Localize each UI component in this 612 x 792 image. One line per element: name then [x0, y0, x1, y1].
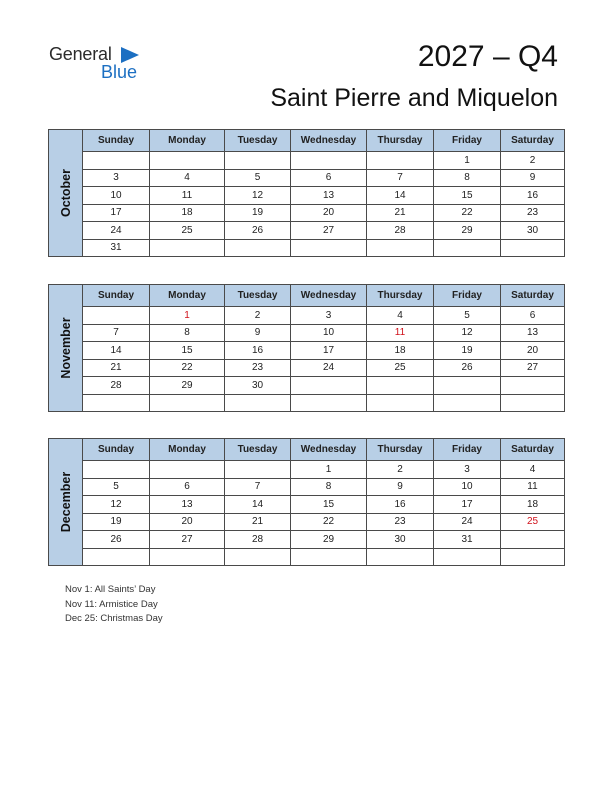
day-cell: 6	[291, 169, 367, 187]
logo-blue-text: Blue	[101, 62, 138, 82]
day-cell	[367, 239, 434, 257]
generalblue-logo	[49, 44, 149, 84]
day-cell: 10	[291, 324, 367, 342]
day-cell: 24	[83, 222, 150, 240]
day-cell	[291, 394, 367, 412]
day-cell: 9	[367, 478, 434, 496]
day-cell	[225, 152, 291, 170]
day-cell: 4	[367, 307, 434, 325]
weekday-header: Monday	[150, 285, 225, 307]
day-cell	[150, 548, 225, 566]
day-cell	[291, 548, 367, 566]
day-cell: 13	[150, 496, 225, 514]
day-cell: 1	[291, 461, 367, 479]
day-cell: 2	[225, 307, 291, 325]
day-cell: 27	[501, 359, 565, 377]
day-cell: 8	[150, 324, 225, 342]
day-cell	[150, 152, 225, 170]
day-cell: 18	[501, 496, 565, 514]
weekday-header: Thursday	[367, 285, 434, 307]
day-cell	[150, 239, 225, 257]
day-cell: 9	[225, 324, 291, 342]
day-cell: 17	[83, 204, 150, 222]
day-cell: 16	[225, 342, 291, 360]
day-cell: 30	[225, 377, 291, 395]
weekday-header: Thursday	[367, 130, 434, 152]
day-cell: 23	[501, 204, 565, 222]
week-row	[49, 531, 565, 549]
day-cell: 11	[367, 324, 434, 342]
day-cell: 27	[150, 531, 225, 549]
day-cell	[501, 394, 565, 412]
month-table	[48, 129, 565, 257]
holiday-notes	[65, 583, 163, 627]
day-cell: 12	[83, 496, 150, 514]
weekday-header: Monday	[150, 130, 225, 152]
day-cell: 4	[150, 169, 225, 187]
day-cell: 15	[150, 342, 225, 360]
day-cell: 14	[367, 187, 434, 205]
day-cell: 11	[150, 187, 225, 205]
day-cell: 28	[83, 377, 150, 395]
day-cell: 13	[501, 324, 565, 342]
day-cell: 20	[501, 342, 565, 360]
day-cell: 7	[225, 478, 291, 496]
week-row	[49, 359, 565, 377]
day-cell: 29	[434, 222, 501, 240]
weekday-header: Friday	[434, 130, 501, 152]
day-cell: 24	[291, 359, 367, 377]
weekday-header-row	[49, 439, 565, 461]
day-cell: 29	[150, 377, 225, 395]
day-cell: 14	[225, 496, 291, 514]
day-cell: 17	[291, 342, 367, 360]
logo-general-text: General	[49, 44, 112, 64]
day-cell	[150, 461, 225, 479]
day-cell: 20	[150, 513, 225, 531]
triangle-flag-icon	[121, 47, 139, 63]
day-cell: 16	[367, 496, 434, 514]
weekday-header: Friday	[434, 285, 501, 307]
weekday-header: Sunday	[83, 439, 150, 461]
day-cell	[367, 548, 434, 566]
day-cell: 28	[367, 222, 434, 240]
day-cell: 7	[83, 324, 150, 342]
weekday-header: Sunday	[83, 130, 150, 152]
day-cell: 6	[150, 478, 225, 496]
day-cell: 26	[434, 359, 501, 377]
day-cell: 25	[150, 222, 225, 240]
weekday-header: Monday	[150, 439, 225, 461]
day-cell	[501, 548, 565, 566]
day-cell	[83, 152, 150, 170]
weekday-header: Wednesday	[291, 130, 367, 152]
week-row	[49, 513, 565, 531]
day-cell: 21	[83, 359, 150, 377]
day-cell: 16	[501, 187, 565, 205]
week-row	[49, 394, 565, 412]
day-cell: 5	[434, 307, 501, 325]
day-cell: 22	[434, 204, 501, 222]
country-title: Saint Pierre and Miquelon	[270, 84, 558, 112]
week-row	[49, 548, 565, 566]
day-cell: 2	[367, 461, 434, 479]
day-cell: 10	[434, 478, 501, 496]
day-cell: 27	[291, 222, 367, 240]
week-row	[49, 324, 565, 342]
day-cell	[291, 377, 367, 395]
day-cell: 14	[83, 342, 150, 360]
day-cell	[225, 394, 291, 412]
day-cell	[225, 239, 291, 257]
month-side-label	[49, 285, 83, 412]
holiday-note: Dec 25: Christmas Day	[65, 613, 163, 624]
weekday-header: Tuesday	[225, 285, 291, 307]
day-cell	[434, 548, 501, 566]
week-row	[49, 239, 565, 257]
day-cell: 5	[83, 478, 150, 496]
month-name: December	[58, 471, 73, 533]
month-name: November	[58, 317, 73, 379]
quarter-title: 2027 – Q4	[417, 40, 558, 73]
day-cell	[434, 394, 501, 412]
day-cell: 24	[434, 513, 501, 531]
day-cell: 8	[291, 478, 367, 496]
month-side-label	[49, 439, 83, 566]
day-cell: 25	[367, 359, 434, 377]
month-name: October	[58, 169, 73, 217]
day-cell: 12	[434, 324, 501, 342]
day-cell: 23	[367, 513, 434, 531]
day-cell: 23	[225, 359, 291, 377]
day-cell	[367, 394, 434, 412]
day-cell	[501, 377, 565, 395]
day-cell: 6	[501, 307, 565, 325]
day-cell	[83, 394, 150, 412]
day-cell: 29	[291, 531, 367, 549]
week-row	[49, 461, 565, 479]
day-cell	[225, 461, 291, 479]
day-cell: 13	[291, 187, 367, 205]
day-cell: 3	[83, 169, 150, 187]
day-cell: 10	[83, 187, 150, 205]
day-cell: 7	[367, 169, 434, 187]
weekday-header-row	[49, 130, 565, 152]
holiday-note: Nov 1: All Saints’ Day	[65, 584, 156, 595]
weekday-header: Friday	[434, 439, 501, 461]
day-cell: 18	[150, 204, 225, 222]
day-cell	[501, 531, 565, 549]
week-row	[49, 307, 565, 325]
holiday-note: Nov 11: Armistice Day	[65, 598, 158, 610]
day-cell: 20	[291, 204, 367, 222]
day-cell: 2	[501, 152, 565, 170]
day-cell: 25	[501, 513, 565, 531]
month-table	[48, 438, 565, 566]
week-row	[49, 187, 565, 205]
day-cell: 1	[434, 152, 501, 170]
weekday-header: Tuesday	[225, 130, 291, 152]
day-cell: 15	[434, 187, 501, 205]
month-side-label	[49, 130, 83, 257]
week-row	[49, 496, 565, 514]
day-cell: 26	[83, 531, 150, 549]
day-cell	[367, 152, 434, 170]
day-cell: 22	[150, 359, 225, 377]
day-cell: 1	[150, 307, 225, 325]
weekday-header: Sunday	[83, 285, 150, 307]
day-cell	[83, 548, 150, 566]
week-row	[49, 342, 565, 360]
day-cell: 19	[225, 204, 291, 222]
day-cell: 19	[83, 513, 150, 531]
weekday-header: Saturday	[501, 130, 565, 152]
day-cell: 30	[501, 222, 565, 240]
day-cell: 17	[434, 496, 501, 514]
day-cell	[150, 394, 225, 412]
day-cell: 11	[501, 478, 565, 496]
weekday-header-row	[49, 285, 565, 307]
day-cell	[83, 461, 150, 479]
day-cell: 8	[434, 169, 501, 187]
day-cell: 21	[367, 204, 434, 222]
week-row	[49, 222, 565, 240]
day-cell: 12	[225, 187, 291, 205]
day-cell: 21	[225, 513, 291, 531]
day-cell	[434, 239, 501, 257]
day-cell: 15	[291, 496, 367, 514]
week-row	[49, 204, 565, 222]
weekday-header: Thursday	[367, 439, 434, 461]
day-cell	[434, 377, 501, 395]
month-block-november	[48, 284, 564, 412]
day-cell: 26	[225, 222, 291, 240]
day-cell: 18	[367, 342, 434, 360]
weekday-header: Saturday	[501, 285, 565, 307]
day-cell: 30	[367, 531, 434, 549]
week-row	[49, 377, 565, 395]
month-table	[48, 284, 565, 412]
day-cell: 3	[434, 461, 501, 479]
day-cell: 9	[501, 169, 565, 187]
day-cell: 31	[83, 239, 150, 257]
day-cell: 3	[291, 307, 367, 325]
weekday-header: Wednesday	[291, 285, 367, 307]
week-row	[49, 169, 565, 187]
day-cell: 4	[501, 461, 565, 479]
day-cell: 5	[225, 169, 291, 187]
week-row	[49, 152, 565, 170]
weekday-header: Saturday	[501, 439, 565, 461]
day-cell	[225, 548, 291, 566]
day-cell	[291, 239, 367, 257]
month-block-december	[48, 438, 564, 566]
month-block-october	[48, 129, 564, 257]
day-cell: 19	[434, 342, 501, 360]
day-cell	[367, 377, 434, 395]
day-cell	[83, 307, 150, 325]
week-row	[49, 478, 565, 496]
day-cell	[501, 239, 565, 257]
day-cell	[291, 152, 367, 170]
day-cell: 31	[434, 531, 501, 549]
day-cell: 28	[225, 531, 291, 549]
day-cell: 22	[291, 513, 367, 531]
weekday-header: Tuesday	[225, 439, 291, 461]
weekday-header: Wednesday	[291, 439, 367, 461]
